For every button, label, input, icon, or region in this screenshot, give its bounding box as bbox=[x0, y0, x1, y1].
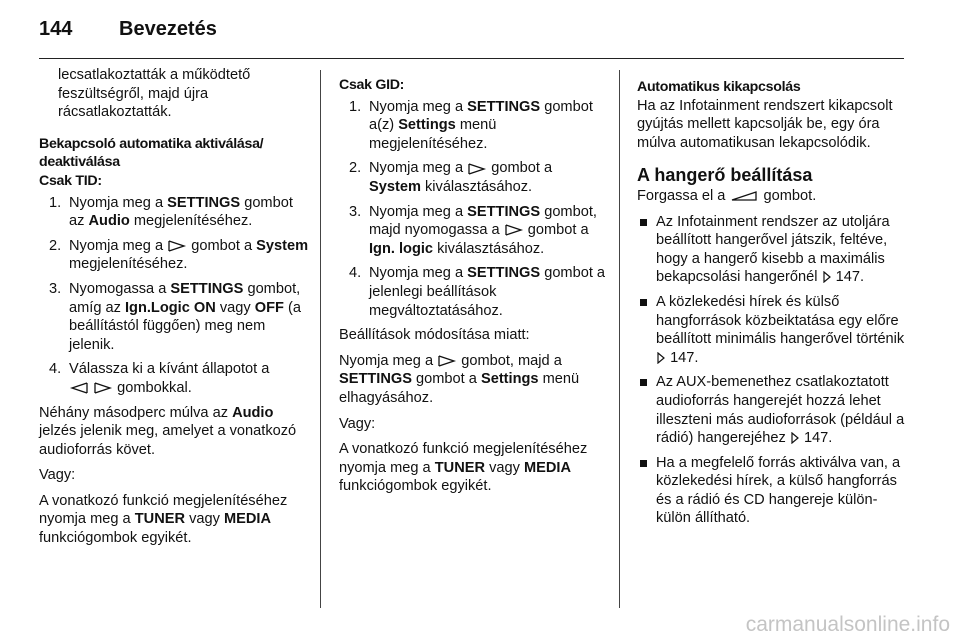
arrow-left-button-icon bbox=[69, 382, 89, 394]
paragraph: Forgassa el a gombot. bbox=[637, 187, 817, 204]
section-heading-auto-power: Bekapcsoló automatika aktiválása/ deaktiválása bbox=[39, 135, 264, 171]
list-item: 2. Nyomja meg a gombot a System megjelenítéséhez. bbox=[49, 237, 309, 273]
arrow-right-button-icon bbox=[93, 382, 113, 394]
tid-steps bbox=[39, 194, 311, 398]
column-2 bbox=[339, 76, 607, 503]
bullet-icon bbox=[640, 460, 647, 467]
list-item: 4. Nyomja meg a SETTINGS gombot a jelenlegi beállítások megváltoztatásához. bbox=[349, 265, 606, 319]
list-item: Az AUX-bemenethez csatlakoztatott audioforrás hangerejét hozzá lehet illeszteni más audioforrások (például a rádió) hangerejéhez 147. bbox=[637, 373, 909, 447]
arrow-right-button-icon bbox=[504, 224, 524, 236]
list-item: 2. Nyomja meg a gombot a System kiválasztásához. bbox=[349, 160, 553, 195]
volume-notes bbox=[637, 213, 909, 529]
paragraph: Ha az Infotainment rendszert kikapcsolt gyújtás mellett kapcsolják be, egy óra múlva automatikusan lekapcsolódik. bbox=[637, 97, 893, 151]
list-item: 3. Nyomja meg a SETTINGS gombot, majd nyomogassa a gombot a Ign. logic kiválasztásához. bbox=[349, 203, 597, 257]
bullet-icon bbox=[640, 299, 647, 306]
volume-knob-icon bbox=[729, 190, 759, 202]
list-item: A közlekedési hírek és külső hangforrások közbeiktatása egy előre beállított minimális hangerővel történik 147. bbox=[637, 293, 909, 367]
subheading-gid: Csak GID: bbox=[339, 77, 405, 93]
column-divider-1 bbox=[320, 70, 321, 608]
bullet-icon bbox=[640, 219, 647, 226]
page-number: 144 bbox=[39, 18, 73, 40]
column-1 bbox=[39, 66, 311, 555]
header-rule bbox=[39, 58, 904, 59]
page-reference-icon bbox=[656, 352, 666, 364]
gid-steps bbox=[339, 98, 607, 321]
paragraph: A vonatkozó funkció megjelenítéséhez nyomja meg a TUNER vagy MEDIA funkciógombok egyikét. bbox=[339, 441, 588, 495]
paragraph: A vonatkozó funkció megjelenítéséhez nyomja meg a TUNER vagy MEDIA funkciógombok egyikét. bbox=[39, 492, 288, 547]
arrow-right-button-icon bbox=[437, 355, 457, 367]
paragraph: Nyomja meg a gombot, majd a SETTINGS gombot a Settings menü elhagyásához. bbox=[339, 352, 580, 406]
list-item: 4. Válassza ki a kívánt állapotot a gombokkal. bbox=[49, 361, 270, 396]
column-divider-2 bbox=[619, 70, 620, 608]
arrow-right-button-icon bbox=[167, 240, 187, 252]
paragraph: Vagy: bbox=[39, 467, 76, 484]
section-title-volume: A hangerő beállítása bbox=[637, 165, 813, 186]
list-item: 1. Nyomja meg a SETTINGS gombot a(z) Settings menü megjelenítéséhez. bbox=[349, 98, 593, 152]
page-reference-icon bbox=[790, 432, 800, 444]
column-3 bbox=[637, 78, 909, 534]
watermark: carmanualsonline.info bbox=[745, 613, 950, 636]
section-heading-auto-off: Automatikus kikapcsolás bbox=[637, 79, 801, 95]
continued-paragraph: lecsatlakoztatták a működtető feszültségről, majd újra rácsatlakoztatták. bbox=[58, 67, 251, 121]
paragraph: Beállítások módosítása miatt: bbox=[339, 327, 530, 344]
paragraph: Néhány másodperc múlva az Audio jelzés jelenik meg, amelyet a vonatkozó audioforrás követ. bbox=[39, 404, 297, 458]
list-item: Ha a megfelelő forrás aktiválva van, a közlekedési hírek, a külső hangforrás és a rádió és CD hangereje külön-külön állítható. bbox=[637, 454, 909, 528]
subheading-tid: Csak TID: bbox=[39, 172, 102, 189]
list-item: Az Infotainment rendszer az utoljára beállított hangerővel játszik, feltéve, hogy a hangerő kisebb a maximális bekapcsolási hangerőnél 147. bbox=[637, 213, 909, 287]
list-item: 3. Nyomogassa a SETTINGS gombot, amíg az Ign.Logic ON vagy OFF (a beállítástól függően) meg nem jelenik. bbox=[49, 280, 301, 353]
paragraph: Vagy: bbox=[339, 415, 376, 432]
list-item: 1. Nyomja meg a SETTINGS gombot az Audio megjelenítéséhez. bbox=[49, 194, 293, 230]
bullet-icon bbox=[640, 379, 647, 386]
page-title: Bevezetés bbox=[119, 18, 217, 40]
page-header bbox=[39, 18, 217, 41]
page-reference-icon bbox=[822, 271, 832, 283]
arrow-right-button-icon bbox=[467, 163, 487, 175]
